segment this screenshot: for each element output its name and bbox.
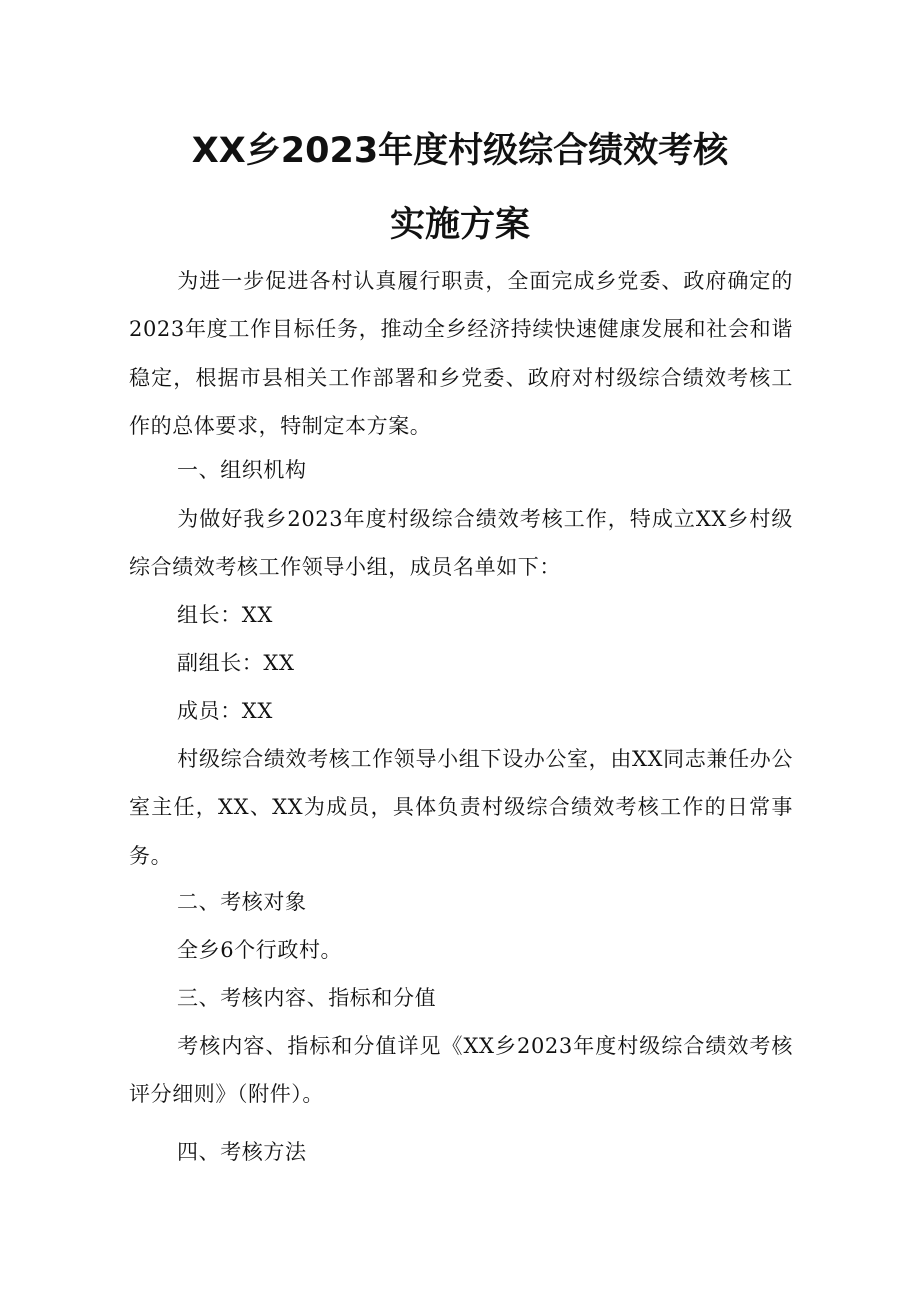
targets-paragraph: 全乡6个行政村。 — [177, 938, 343, 962]
document-title: XX乡2023年度村级综合绩效考核 — [191, 131, 729, 171]
section-heading-targets: 二、考核对象 — [177, 890, 307, 914]
section-heading-method: 四、考核方法 — [177, 1140, 307, 1164]
leader-line: 组长：XX — [177, 603, 273, 627]
section-heading-content: 三、考核内容、指标和分值 — [177, 986, 437, 1010]
office-paragraph: 村级综合绩效考核工作领导小组下设办公室，由XX同志兼任办公室主任，XX、XX为成员，具体负责村级综合绩效考核工作的日常事务。 — [129, 747, 793, 868]
organization-paragraph: 为做好我乡2023年度村级综合绩效考核工作，特成立XX乡村级综合绩效考核工作领导小组，成员名单如下： — [129, 507, 793, 580]
deputy-leader-line: 副组长：XX — [177, 651, 295, 675]
document-subtitle: 实施方案 — [389, 205, 530, 245]
content-paragraph: 考核内容、指标和分值详见《XX乡2023年度村级综合绩效考核评分细则》（附件）。 — [129, 1034, 793, 1107]
intro-paragraph: 为进一步促进各村认真履行职责，全面完成乡党委、政府确定的2023年度工作目标任务，推动全乡经济持续快速健康发展和社会和谐稳定，根据市县相关工作部署和乡党委、政府对村级综合绩效考核工作的总体要求，特制定本方案。 — [129, 269, 793, 439]
members-line: 成员：XX — [177, 699, 273, 723]
section-heading-organization: 一、组织机构 — [177, 458, 307, 482]
